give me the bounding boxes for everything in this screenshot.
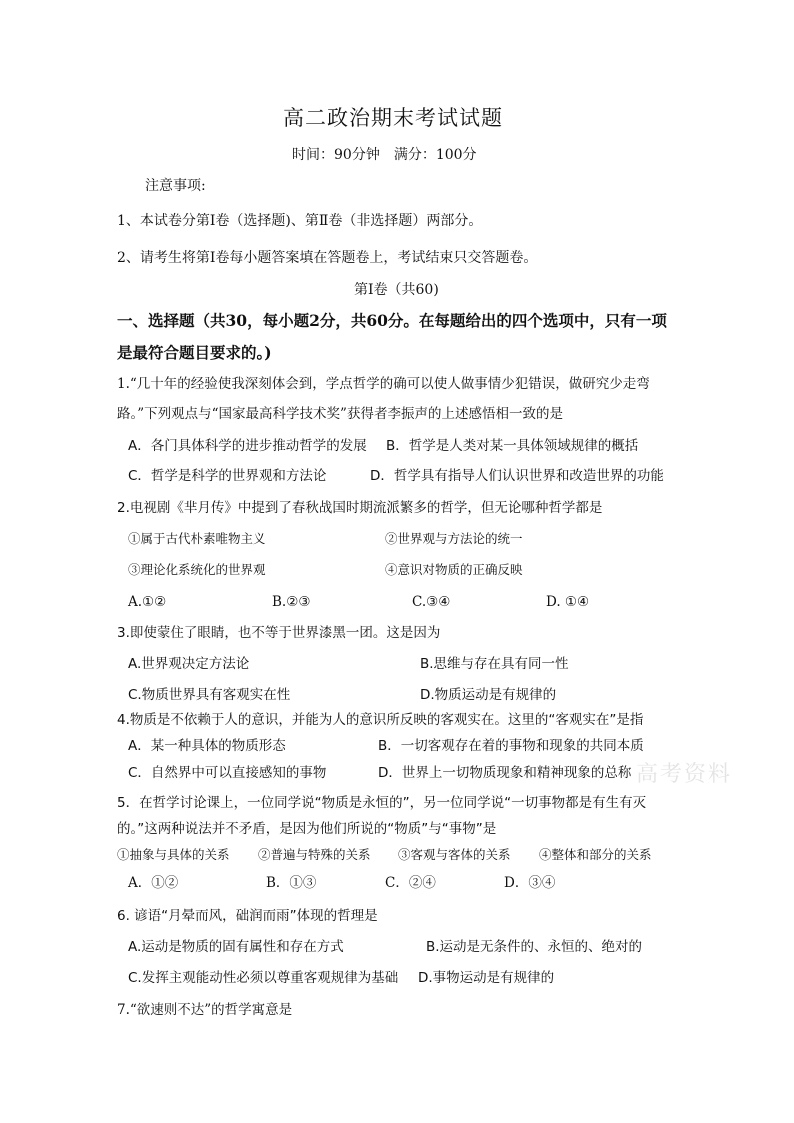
q7-stem: 7.“欲速则不达”的哲学寓意是 (117, 1002, 293, 1018)
exam-meta: 时间：90分钟 满分：100分 (292, 147, 477, 163)
q5-statement-4: ④整体和部分的关系 (539, 847, 652, 862)
q2-statement-3: ③理论化系统化的世界观 (128, 562, 266, 577)
q2-option-a: A.①② (128, 594, 167, 610)
q1-option-a: A．各门具体科学的进步推动哲学的发展 (128, 438, 367, 454)
section-instruction-line-2: 是最符合题目要求的。) (117, 343, 272, 362)
q1-option-d: D．哲学具有指导人们认识世界和改造世界的功能 (370, 468, 664, 484)
q6-option-a: A.运动是物质的固有属性和存在方式 (128, 939, 344, 955)
q5-option-d: D．③④ (504, 875, 556, 891)
q3-option-c: C.物质世界具有客观实在性 (128, 687, 291, 703)
q4-option-b: B．一切客观存在着的事物和现象的共同本质 (378, 738, 644, 754)
q1-stem-line-1: 1.“几十年的经验使我深刻体会到，学点哲学的确可以使人做事情少犯错误，做研究少走弯 (117, 376, 650, 392)
q5-stem-line-1: 5．在哲学讨论课上，一位同学说“物质是永恒的”，另一位同学说“一切事物都是有生有灭 (117, 795, 647, 811)
q2-option-d: D. ①④ (546, 594, 590, 610)
q5-statement-1: ①抽象与具体的关系 (117, 847, 230, 862)
q4-option-a: A．某一种具体的物质形态 (128, 738, 286, 754)
q4-option-d: D．世界上一切物质现象和精神现象的总称 (378, 765, 632, 781)
q3-stem: 3.即使蒙住了眼睛，也不等于世界漆黑一团。这是因为 (117, 625, 441, 641)
notice-item-2: 2、请考生将第Ⅰ卷每小题答案填在答题卷上，考试结束只交答题卷。 (117, 250, 538, 266)
notice-item-1: 1、本试卷分第Ⅰ卷（选择题)、第Ⅱ卷（非选择题）两部分。 (117, 213, 483, 229)
q4-stem: 4.物质是不依赖于人的意识，并能为人的意识所反映的客观实在。这里的“客观实在”是指 (117, 712, 644, 728)
section-heading: 第Ⅰ卷（共60) (354, 282, 439, 298)
q2-statement-4: ④意识对物质的正确反映 (385, 562, 523, 577)
q1-stem-line-2: 路。”下列观点与“国家最高科学技术奖”获得者李振声的上述感悟相一致的是 (117, 406, 563, 422)
watermark: 高考资料 (636, 762, 733, 787)
q2-statement-2: ②世界观与方法论的统一 (385, 531, 523, 546)
page-title: 高二政治期末考试试题 (283, 106, 503, 130)
q5-statement-2: ②普遍与特殊的关系 (258, 847, 371, 862)
q5-option-b: B．①③ (266, 875, 317, 891)
q6-option-c: C.发挥主观能动性必须以尊重客观规律为基础 (128, 970, 399, 986)
q4-option-c: C．自然界中可以直接感知的事物 (128, 765, 327, 781)
q3-option-a: A.世界观决定方法论 (128, 656, 250, 672)
q5-option-c: C．②④ (385, 875, 436, 891)
q2-stem: 2.电视剧《芈月传》中提到了春秋战国时期流派繁多的哲学，但无论哪种哲学都是 (117, 500, 603, 516)
q6-stem: 6. 谚语“月晕而风，础润而雨”体现的哲理是 (117, 908, 378, 924)
q6-option-d: D.事物运动是有规律的 (418, 970, 555, 986)
q1-option-b: B．哲学是人类对某一具体领域规律的概括 (386, 438, 639, 454)
q3-option-b: B.思维与存在具有同一性 (420, 656, 569, 672)
notice-heading: 注意事项: (145, 178, 206, 194)
q5-stem-line-2: 的。”这两种说法并不矛盾，是因为他们所说的“物质”与“事物”是 (117, 821, 497, 837)
q5-option-a: A．①② (128, 875, 179, 891)
q1-option-c: C．哲学是科学的世界观和方法论 (128, 468, 327, 484)
q2-statement-1: ①属于古代朴素唯物主义 (128, 531, 266, 546)
q5-statement-3: ③客观与客体的关系 (398, 847, 511, 862)
q2-option-b: B.②③ (272, 594, 311, 610)
section-instruction-line-1: 一、选择题（共30，每小题2分，共60分。在每题给出的四个选项中，只有一项 (117, 311, 667, 330)
q3-option-d: D.物质运动是有规律的 (420, 687, 557, 703)
q2-option-c: C.③④ (412, 594, 451, 610)
q6-option-b: B.运动是无条件的、永恒的、绝对的 (426, 939, 643, 955)
